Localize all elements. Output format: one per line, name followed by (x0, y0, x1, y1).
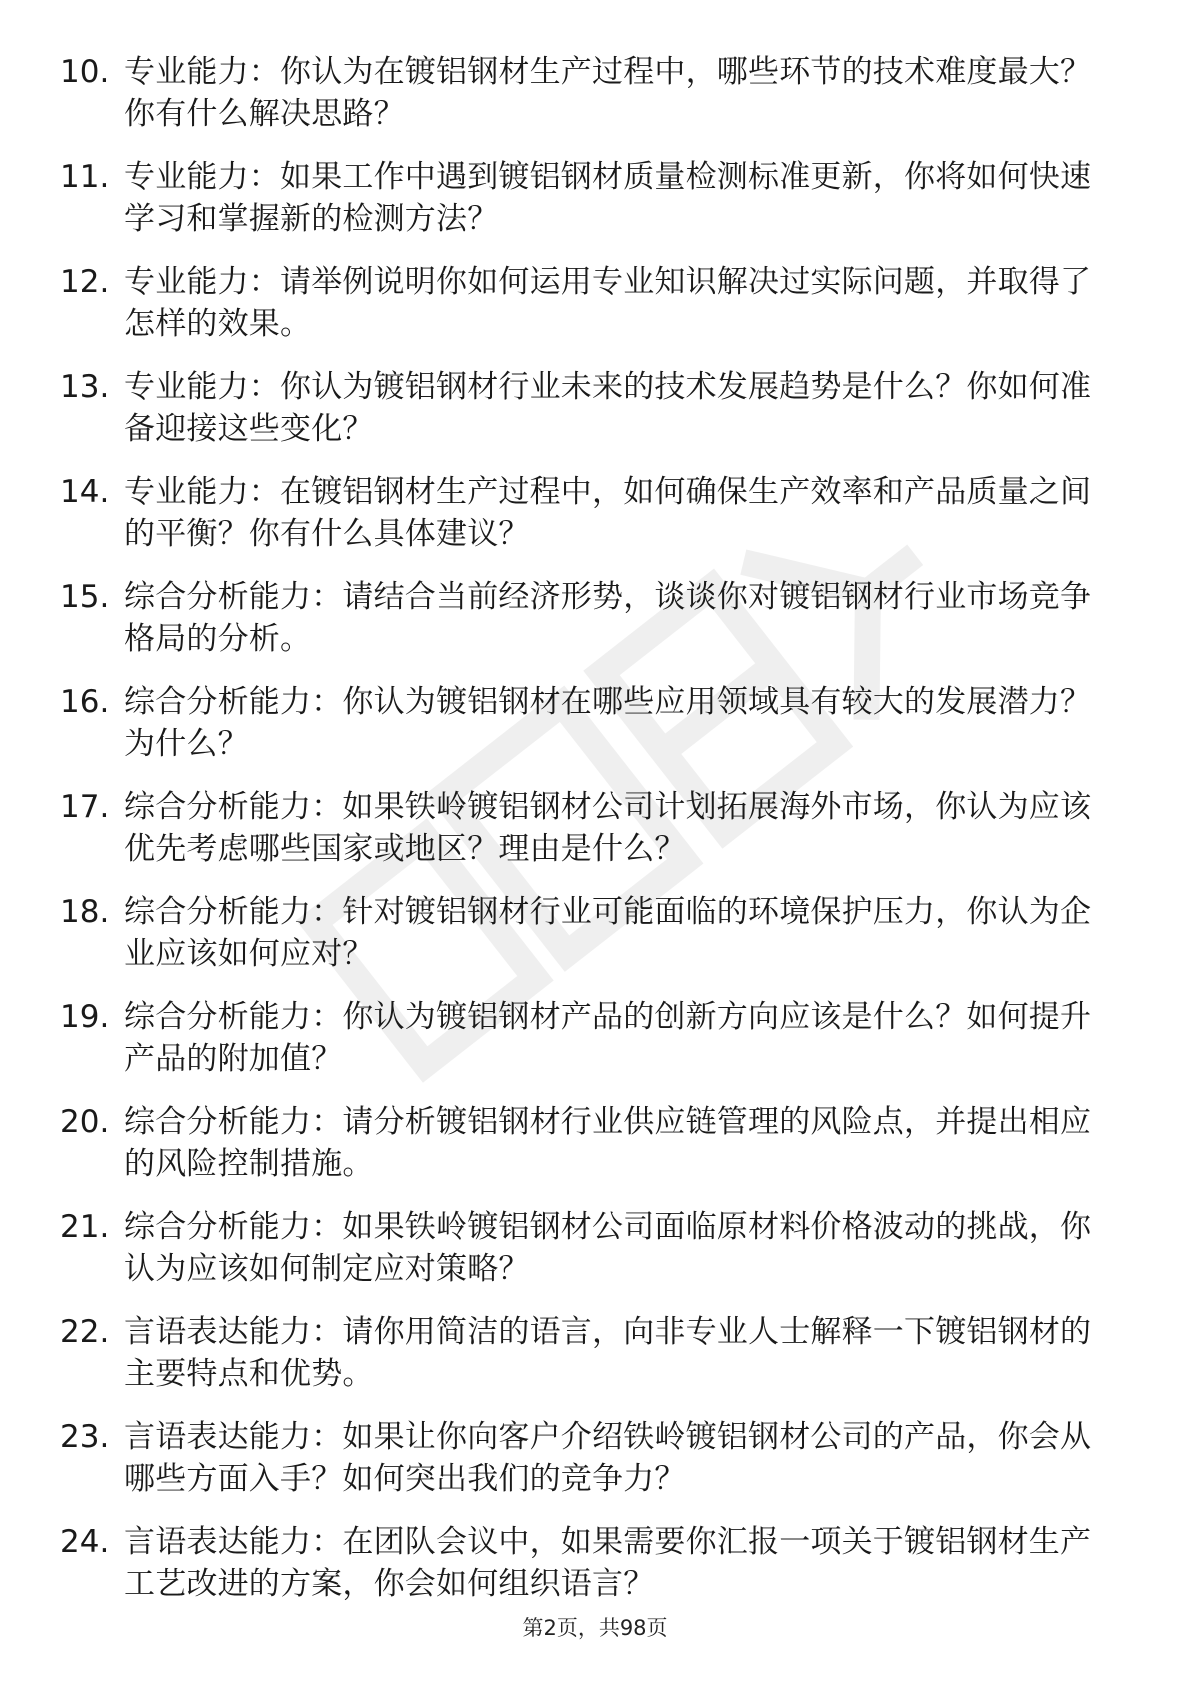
question-item (60, 786, 1120, 891)
question-text: 专业能力：如果工作中遇到镀铝钢材质量检测标准更新，你将如何快速学习和掌握新的检测方法？ (124, 159, 1092, 237)
question-item (60, 1416, 1120, 1521)
question-text: 综合分析能力：如果铁岭镀铝钢材公司计划拓展海外市场，你认为应该优先考虑哪些国家或地区？理由是什么？ (124, 789, 1092, 867)
question-item (60, 1101, 1120, 1206)
question-text: 综合分析能力：你认为镀铝钢材在哪些应用领域具有较大的发展潜力？为什么？ (124, 684, 1092, 762)
question-number: 10. (60, 54, 110, 90)
question-text: 专业能力：你认为在镀铝钢材生产过程中，哪些环节的技术难度最大？你有什么解决思路？ (124, 54, 1092, 132)
question-text: 专业能力：你认为镀铝钢材行业未来的技术发展趋势是什么？你如何准备迎接这些变化？ (124, 369, 1092, 447)
question-item (60, 471, 1120, 576)
question-item (60, 681, 1120, 786)
page-footer: 第2页，共98页 (522, 1616, 668, 1640)
question-item (60, 51, 1120, 156)
question-list (60, 51, 1120, 1626)
question-item (60, 156, 1120, 261)
question-item (60, 1521, 1120, 1626)
question-number: 11. (60, 159, 110, 195)
question-number: 13. (60, 369, 110, 405)
question-text: 言语表达能力：在团队会议中，如果需要你汇报一项关于镀铝钢材生产工艺改进的方案，你会如何组织语言？ (124, 1524, 1092, 1602)
question-number: 22. (60, 1314, 110, 1350)
question-number: 15. (60, 579, 110, 615)
question-text: 言语表达能力：请你用简洁的语言，向非专业人士解释一下镀铝钢材的主要特点和优势。 (124, 1314, 1092, 1392)
question-number: 21. (60, 1209, 110, 1245)
question-item (60, 996, 1120, 1101)
question-number: 20. (60, 1104, 110, 1140)
question-number: 23. (60, 1419, 110, 1455)
question-text: 专业能力：在镀铝钢材生产过程中，如何确保生产效率和产品质量之间的平衡？你有什么具体建议？ (124, 474, 1092, 552)
question-text: 综合分析能力：针对镀铝钢材行业可能面临的环境保护压力，你认为企业应该如何应对？ (124, 894, 1092, 972)
question-item (60, 576, 1120, 681)
question-text: 综合分析能力：你认为镀铝钢材产品的创新方向应该是什么？如何提升产品的附加值？ (124, 999, 1092, 1077)
question-item (60, 1206, 1120, 1311)
question-item (60, 366, 1120, 471)
question-item (60, 891, 1120, 996)
question-text: 专业能力：请举例说明你如何运用专业知识解决过实际问题，并取得了怎样的效果。 (124, 264, 1092, 342)
question-item (60, 1311, 1120, 1416)
question-text: 综合分析能力：请结合当前经济形势，谈谈你对镀铝钢材行业市场竞争格局的分析。 (124, 579, 1092, 657)
question-item (60, 261, 1120, 366)
question-text: 综合分析能力：请分析镀铝钢材行业供应链管理的风险点，并提出相应的风险控制措施。 (124, 1104, 1092, 1182)
question-text: 言语表达能力：如果让你向客户介绍铁岭镀铝钢材公司的产品，你会从哪些方面入手？如何突出我们的竞争力？ (124, 1419, 1092, 1497)
question-number: 19. (60, 999, 110, 1035)
question-number: 24. (60, 1524, 110, 1560)
question-number: 12. (60, 264, 110, 300)
question-number: 18. (60, 894, 110, 930)
question-number: 16. (60, 684, 110, 720)
question-number: 17. (60, 789, 110, 825)
question-number: 14. (60, 474, 110, 510)
question-text: 综合分析能力：如果铁岭镀铝钢材公司面临原材料价格波动的挑战，你认为应该如何制定应对策略？ (124, 1209, 1092, 1287)
